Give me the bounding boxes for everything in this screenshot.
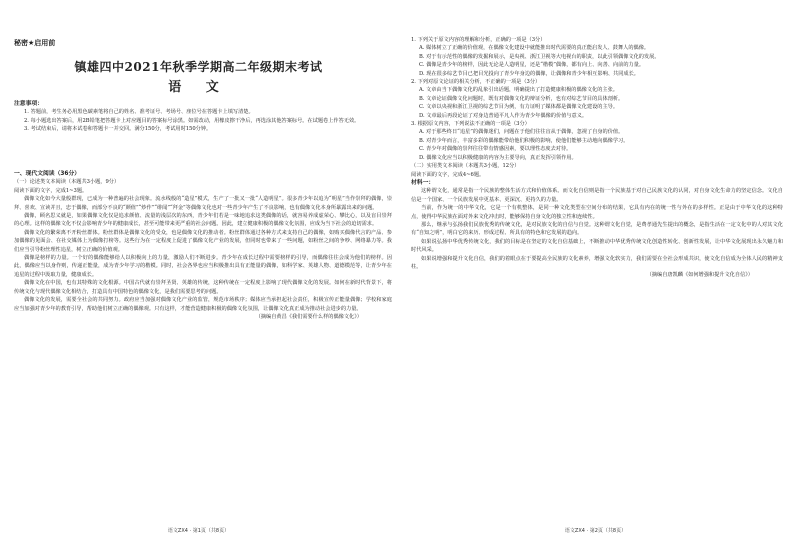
page-footer: 语文ZX4 · 第1页（共8页） — [167, 528, 230, 534]
option: B. 对青少年而言，丰富多彩的偶像能带给他们积极的影响，使他们能够主动地向偶像学习。 — [419, 137, 629, 144]
subject-title: 语 文 — [168, 80, 229, 95]
right-page — [397, 0, 794, 544]
option: B. 文章论证偶像文化问题时，既有对偶像文化的辩证分析，也有对综艺节目的具体剖析。 — [419, 95, 624, 102]
instruction: 阅读下面的文字，完成4~6题。 — [411, 171, 485, 178]
option: D. 现在很多综艺节目已把目光投向了青少年身边的偶像，让偶像和青少年相互影响、共同成长。 — [419, 70, 639, 77]
option: D. 文章最后再段论证了对身边普通平凡人作为青少年偶像的价值与意义。 — [419, 112, 588, 119]
paragraph: 如果说增强和提升文化自信，我们的着眼点在于要提高全民族的文化素养，增强文化软实力，我们需要在全社会形成共识，使文化自信成为全体人民的精神支柱。 — [411, 255, 783, 270]
note-item: 2. 每小题选出答案后，用2B铅笔把答题卡上对应题目的答案标号涂黑。如需改动，用橡皮擦干净后，再选涂其他答案标号。在试题卷上作答无效。 — [24, 117, 360, 124]
sub-heading: （二）实用类文本阅读（本题共3小题，12分） — [411, 163, 520, 170]
paragraph: 偶像文化的繁荣离不开粉丝群体。粉丝群体是偶像文化的受众，也是偶像文化的推动者。粉丝群体通过各种方式来支持自己的偶像，如购买偶像代言的产品、参加偶像的见面会、在社交媒体上为偶像打榜等。这些行为在一定程度上促进了偶像文化产业的发展，但同时也带来了一些问题，如粉丝之间的争吵、网络暴力等。我们应当引导粉丝理性追星，树立正确的价值观。 — [14, 229, 392, 253]
source-citation: （摘编自黄昌《我们需要什么样的偶像文化》） — [255, 313, 362, 320]
option: A. 对于那些终日“追星”的偶像迷们，问题在于他们往往盲从于偶像，忽视了自身的价值。 — [419, 129, 624, 136]
paragraph: 偶像文化如今大量般群现，已成为一种普遍的社会现象。流水线般的“造星”模式，生产了一批又一批“人造明星”。很多青少年以追为“明星”当作崇拜的偶像，崇拜、喜欢、宣读并且，忠于偶像，而部分不良的“颜值”“炒作”“绯闻”“拜金”等偶像文化也对一些青少年产生了不良影响，也有偶像文化本身所暴露出来的问题。 — [14, 196, 392, 211]
instruction: 阅读下面的文字，完成1~3题。 — [14, 187, 88, 194]
notes-block — [14, 100, 392, 134]
paragraph: 那么，继承与弘扬我们民族优秀的传统文化，是对民族文化的自信与自觉。这种谓文化自觉，是费孝通先生提出的概念，是指生活在一定文化中的人对其文化有“自知之明”，明白它的来历、形成过程、所具有的特色和它发展的趋向。 — [411, 221, 783, 237]
note-item: 1. 答题前，考生务必用黑色碳素笔将自己的姓名、准考证号、考场号、座位号在答题卡上填写清楚。 — [24, 109, 254, 116]
sub-heading: （一）论述类文本阅读（本题共3小题，9分） — [14, 179, 120, 186]
paragraph: 当前，作为统一的中华文化，它是一个有机整体，是同一种文化类型在空间分布的结果，它具有内在的统一性与外在的多样性。正是由于中华文化的这种特点，使得中华民族在面对外来文化冲击时，能够保持自身文化的独立性和连续性。 — [411, 205, 783, 220]
reading-block — [14, 170, 392, 321]
paragraph: 偶像文化在中国，也有其特殊的文化根源。中国古代就有崇拜圣贤、英雄的传统，这种传统在一定程度上影响了现代偶像文化的发展。如何在新时代背景下，将传统文化与现代偶像文化相结合，打造具有中国特色的偶像文化，是我们需要思考的问题。 — [14, 280, 392, 295]
paragraph: 偶像，顾名思义就是，如果偶像文化仅是追求颜值、流量的浅层次的东西，青少年们若是一味地追求这类偶像的话，就容易养成虚荣心、攀比心，以及盲目崇拜的心理。这样的偶像文化不仅会影响青少年的健康成长，甚至可能带来更严重的社会问题。因此，建立健康积极的偶像文化氛围，应成为当下社会的迫切需求。 — [14, 213, 392, 228]
page-footer: 语文ZX4 · 第2页（共8页） — [564, 528, 627, 534]
secret-label: 秘密★启用前 — [14, 39, 56, 47]
question: 1. 下列关于原文内容的理解和分析，正确的一项是（3分） — [411, 37, 546, 43]
option: C. 文章以央视和浙江卫视的综艺节目为例，有力证明了媒体都是偶像文化建设的主导。 — [419, 104, 619, 111]
option: B. 对于有示范性的偶像的发掘和展示，是央视、浙江卫视等大电视台的职责，以此引领偶像文化的发展。 — [419, 53, 660, 60]
option: A. 媒体树立了正确的价值观，在偶像文化建设中就能推出时代需要的真正能启发人、鼓舞人的偶像。 — [419, 45, 650, 52]
paragraph: 这种谓文化，通常是指一个民族的整体生活方式和价值体系。而文化自信则是指一个民族基于对自己民族文化的认同，对自身文化生命力的坚定信念。文化自信是一个国家、一个民族发展中更基本、更深沉、更持久的力量。 — [411, 188, 783, 203]
option: C. 偶像是青少年的榜样，因此无论是人造明星，还是“楷模”偶像，都有向上、向善、向前的力量。 — [419, 62, 645, 69]
option: D. 偶像文化应当以积极健康的内容为主要导向，真正发挥引领作用。 — [419, 154, 577, 161]
material-label: 材料一： — [411, 179, 435, 186]
paragraph: 如果说弘扬中华优秀传统文化，我们的目标是在坚定的文化自信基础上，不断推动中华优秀传统文化创造性转化、创新性发展，让中华文化展现出永久魅力和时代风采。 — [411, 238, 783, 254]
paragraph: 偶像是榜样的力量。一个好的偶像能够给人以积极向上的力量，激励人们不断进步。青少年在成长过程中需要榜样的引导，而偶像往往会成为他们的榜样。因此，偶像应当以身作则，传递正能量，成为青少年学习的楷模。同时，社会各界也应当积极推出具有正能量的偶像，如科学家、英雄人物、道德模范等，让青少年在追星的过程中汲取力量，健康成长。 — [14, 255, 392, 278]
source-citation: （摘编自唐凯麟《如何增强和提升文化自信》） — [646, 272, 753, 279]
paragraph: 偶像文化的发展，需要全社会的共同努力。政府应当加强对偶像文化产业的监管，规范市场秩序；媒体应当承担起社会责任，积极宣传正能量偶像；学校和家庭应当加强对青少年的教育引导，帮助他们树立正确的偶像观。只有这样，才能营造健康积极的偶像文化氛围，让偶像文化真正成为推动社会进步的力量。 — [14, 297, 392, 312]
exam-title: 镇雄四中2021年秋季学期高二年级期末考试 — [74, 60, 323, 74]
notes-heading: 注意事项： — [14, 101, 43, 107]
question: 3. 根据原文内容，下列说法不正确的一项是（3分） — [411, 121, 530, 128]
option: C. 青少年对偶像的崇拜往往带有情感因素，要以理性态度去对待。 — [419, 146, 572, 153]
questions-block — [411, 36, 783, 280]
option: A. 文章由当下偶像文化的乱象引出话题，明确提出了打造健康积极的偶像文化的主张。 — [419, 87, 618, 94]
note-item: 3. 考试结束后，请将本试卷和答题卡一并交回。满分150分，考试用时150分钟。 — [24, 126, 212, 133]
question: 2. 下列对原文论证的相关分析，不正确的一项是（3分） — [411, 79, 541, 86]
section-heading: 一、现代文阅读（36分） — [14, 171, 81, 177]
